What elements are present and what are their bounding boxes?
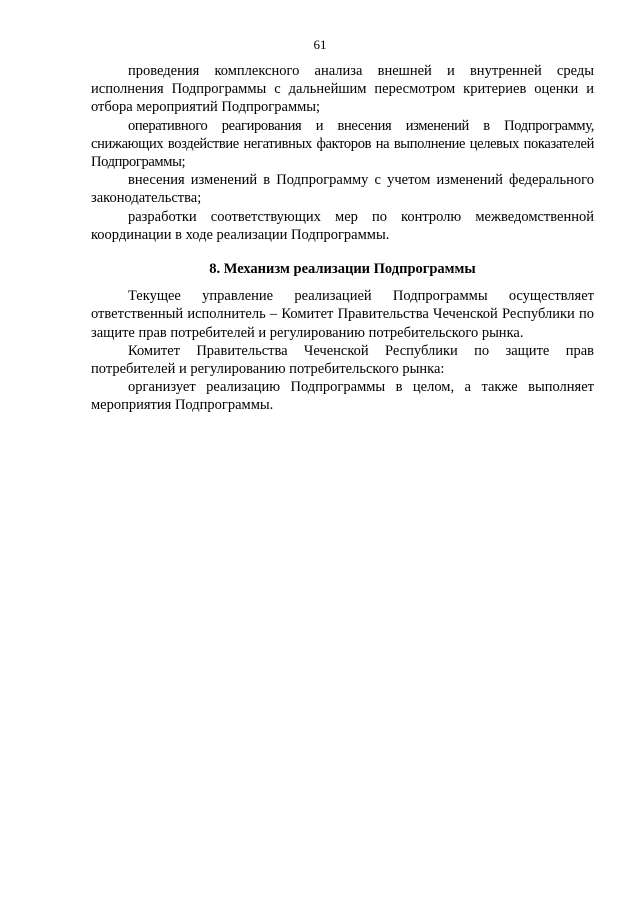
page-body bbox=[91, 62, 594, 415]
paragraph-analysis: проведения комплексного анализа внешней и внутренней среды исполнения Подпрограммы с дальнейшим пересмотром критериев оценки и отбора мероприятий Подпрограммы; bbox=[91, 63, 594, 116]
paragraph-committee: Комитет Правительства Чеченской Республики по защите прав потребителей и регулированию потребительского рынка: bbox=[91, 342, 594, 378]
paragraph-response: оперативного реагирования и внесения изменений в Подпрограмму, снижающих воздействие негативных факторов на выполнение целевых показателей Подпрограммы; bbox=[91, 117, 594, 171]
paragraph-management: Текущее управление реализацией Подпрограммы осуществляет ответственный исполнитель – Комитет Правительства Чеченской Республики по защите прав потребителей и регулированию потребительского рынка. bbox=[91, 288, 594, 341]
section-heading: 8. Механизм реализации Подпрограммы bbox=[209, 261, 476, 278]
paragraph-amendments: внесения изменений в Подпрограмму с учетом изменений федерального законодательства; bbox=[91, 172, 594, 207]
paragraph-organizes: организует реализацию Подпрограммы в целом, а также выполняет мероприятия Подпрограммы. bbox=[91, 379, 594, 414]
page-number: 61 bbox=[313, 37, 327, 52]
paragraph-coordination: разработки соответствующих мер по контролю межведомственной координации в ходе реализации Подпрограммы. bbox=[91, 208, 594, 243]
